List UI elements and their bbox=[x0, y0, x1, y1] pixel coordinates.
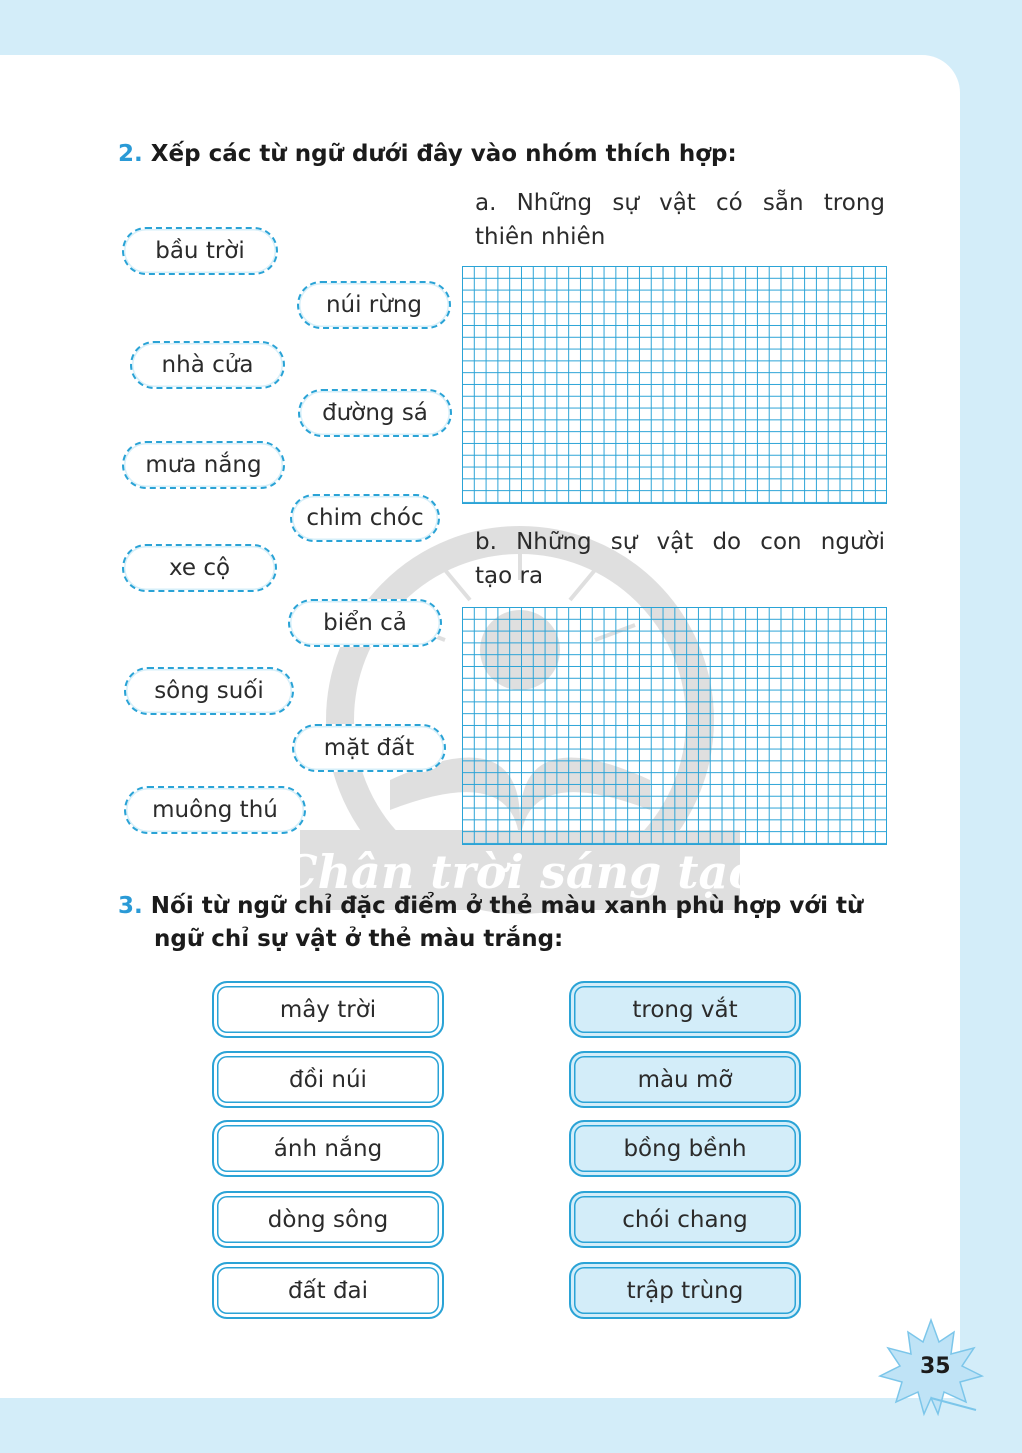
blue-card[interactable]: bồng bềnh bbox=[569, 1120, 801, 1177]
word-cloud[interactable]: muông thú bbox=[124, 786, 306, 834]
exercise-3-line2: ngữ chỉ sự vật ở thẻ màu trắng: bbox=[154, 926, 564, 952]
blue-card[interactable]: trập trùng bbox=[569, 1262, 801, 1319]
white-card[interactable]: đất đai bbox=[212, 1262, 444, 1319]
exercise-3-heading bbox=[118, 889, 888, 923]
white-card[interactable]: đồi núi bbox=[212, 1051, 444, 1108]
word-cloud[interactable]: sông suối bbox=[124, 667, 294, 715]
word-cloud[interactable]: đường sá bbox=[298, 389, 452, 437]
word-cloud[interactable]: mặt đất bbox=[292, 724, 446, 772]
exercise-2-title: Xếp các từ ngữ dưới đây vào nhóm thích hợp: bbox=[150, 141, 737, 167]
group-b-writing-grid[interactable] bbox=[462, 607, 887, 845]
exercise-3-line1: Nối từ ngữ chỉ đặc điểm ở thẻ màu xanh phù hợp với từ bbox=[150, 893, 864, 919]
white-card[interactable]: ánh nắng bbox=[212, 1120, 444, 1177]
word-cloud[interactable]: núi rừng bbox=[297, 281, 451, 329]
group-a-writing-grid[interactable] bbox=[462, 266, 887, 504]
word-cloud[interactable]: biển cả bbox=[288, 599, 442, 647]
word-cloud[interactable]: chim chóc bbox=[290, 494, 440, 542]
blue-card[interactable]: màu mỡ bbox=[569, 1051, 801, 1108]
word-cloud[interactable]: xe cộ bbox=[122, 544, 277, 592]
white-card[interactable]: dòng sông bbox=[212, 1191, 444, 1248]
group-a-label: a. Những sự vật có sẵn trong thiên nhiên bbox=[475, 190, 885, 250]
exercise-2-number: 2. bbox=[118, 141, 143, 167]
word-cloud[interactable]: nhà cửa bbox=[130, 341, 285, 389]
exercise-3-number: 3. bbox=[118, 893, 143, 919]
blue-card[interactable]: trong vắt bbox=[569, 981, 801, 1038]
exercise-2-heading bbox=[118, 137, 737, 171]
white-card[interactable]: mây trời bbox=[212, 981, 444, 1038]
page-number-badge bbox=[876, 1318, 986, 1418]
page-number: 35 bbox=[920, 1354, 951, 1379]
word-cloud[interactable]: mưa nắng bbox=[122, 441, 285, 489]
word-cloud[interactable]: bầu trời bbox=[122, 227, 278, 275]
blue-card[interactable]: chói chang bbox=[569, 1191, 801, 1248]
group-b-label: b. Những sự vật do con người tạo ra bbox=[475, 529, 885, 589]
